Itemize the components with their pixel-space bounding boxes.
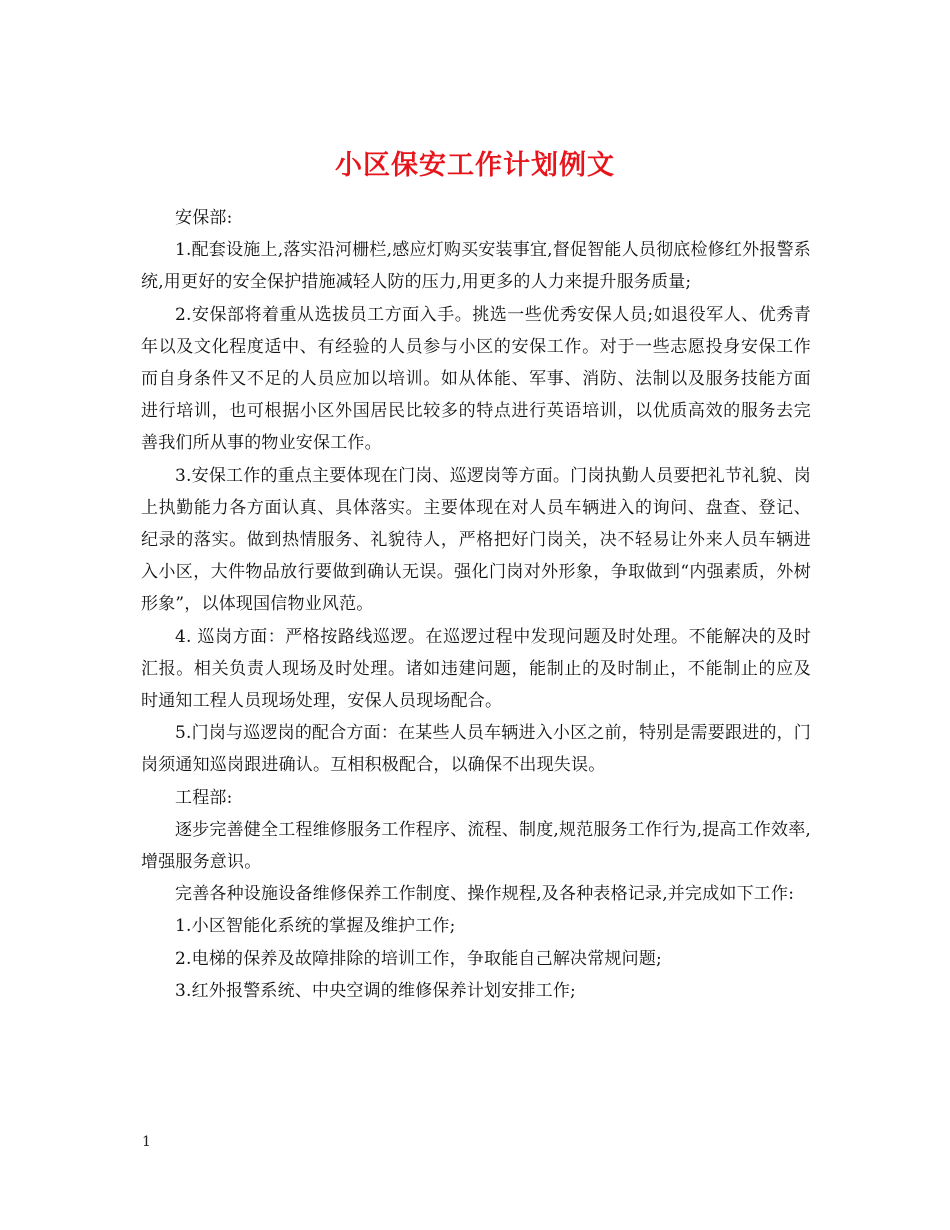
document-body [141, 202, 811, 1007]
paragraph-security-4: 4. 巡岗方面：严格按路线巡逻。在巡逻过程中发现问题及时处理。不能解决的及时汇报。相关负责人现场及时处理。诸如违建问题，能制止的及时制止，不能制止的应及时通知工程人员现场处理，安保人员现场配合。 [141, 626, 811, 712]
list-item-engineering-1: 1.小区智能化系统的掌握及维护工作; [175, 916, 456, 937]
paragraph-security-5: 5.门岗与巡逻岗的配合方面：在某些人员车辆进入小区之前，特别是需要跟进的，门岗须通知巡岗跟进确认。互相积极配合，以确保不出现失误。 [141, 723, 811, 776]
page-number: 1 [142, 1134, 151, 1150]
paragraph-engineering-intro: 逐步完善健全工程维修服务工作程序、流程、制度,规范服务工作行为,提高工作效率,增强服务意识。 [141, 819, 812, 873]
paragraph-security-1: 1.配套设施上,落实沿河栅栏,感应灯购买安装事宜,督促智能人员彻底检修红外报警系统,用更好的安全保护措施减轻人防的压力,用更多的人力来提升服务质量; [141, 240, 811, 293]
section-heading-engineering: 工程部: [175, 787, 233, 808]
paragraph-security-3: 3.安保工作的重点主要体现在门岗、巡逻岗等方面。门岗执勤人员要把礼节礼貌、岗上执勤能力各方面认真、具体落实。主要体现在对人员车辆进入的询问、盘查、登记、纪录的落实。做到热情服务、礼貌待人，严格把好门岗关，决不轻易让外来人员车辆进入小区，大件物品放行要做到确认无误。强化门岗对外形象，争取做到“内强素质，外树形象”，以体现国信物业风范。 [141, 465, 811, 615]
paragraph-security-2: 2.安保部将着重从选拔员工方面入手。挑选一些优秀安保人员;如退役军人、优秀青年以及文化程度适中、有经验的人员参与小区的安保工作。对于一些志愿投身安保工作而自身条件又不足的人员应加以培训。如从体能、军事、消防、法制以及服务技能方面进行培训，也可根据小区外国居民比较多的特点进行英语培训，以优质高效的服务去完善我们所从事的物业安保工作。 [141, 304, 811, 454]
paragraph-engineering-tasks: 完善各种设施设备维修保养工作制度、操作规程,及各种表格记录,并完成如下工作: [175, 884, 795, 905]
section-heading-security: 安保部: [175, 208, 233, 228]
list-item-engineering-3: 3.红外报警系统、中央空调的维修保养计划安排工作; [175, 980, 576, 1001]
document-title: 小区保安工作计划例文 [335, 150, 615, 182]
list-item-engineering-2: 2.电梯的保养及故障排除的培训工作，争取能自己解决常规问题; [175, 948, 662, 969]
